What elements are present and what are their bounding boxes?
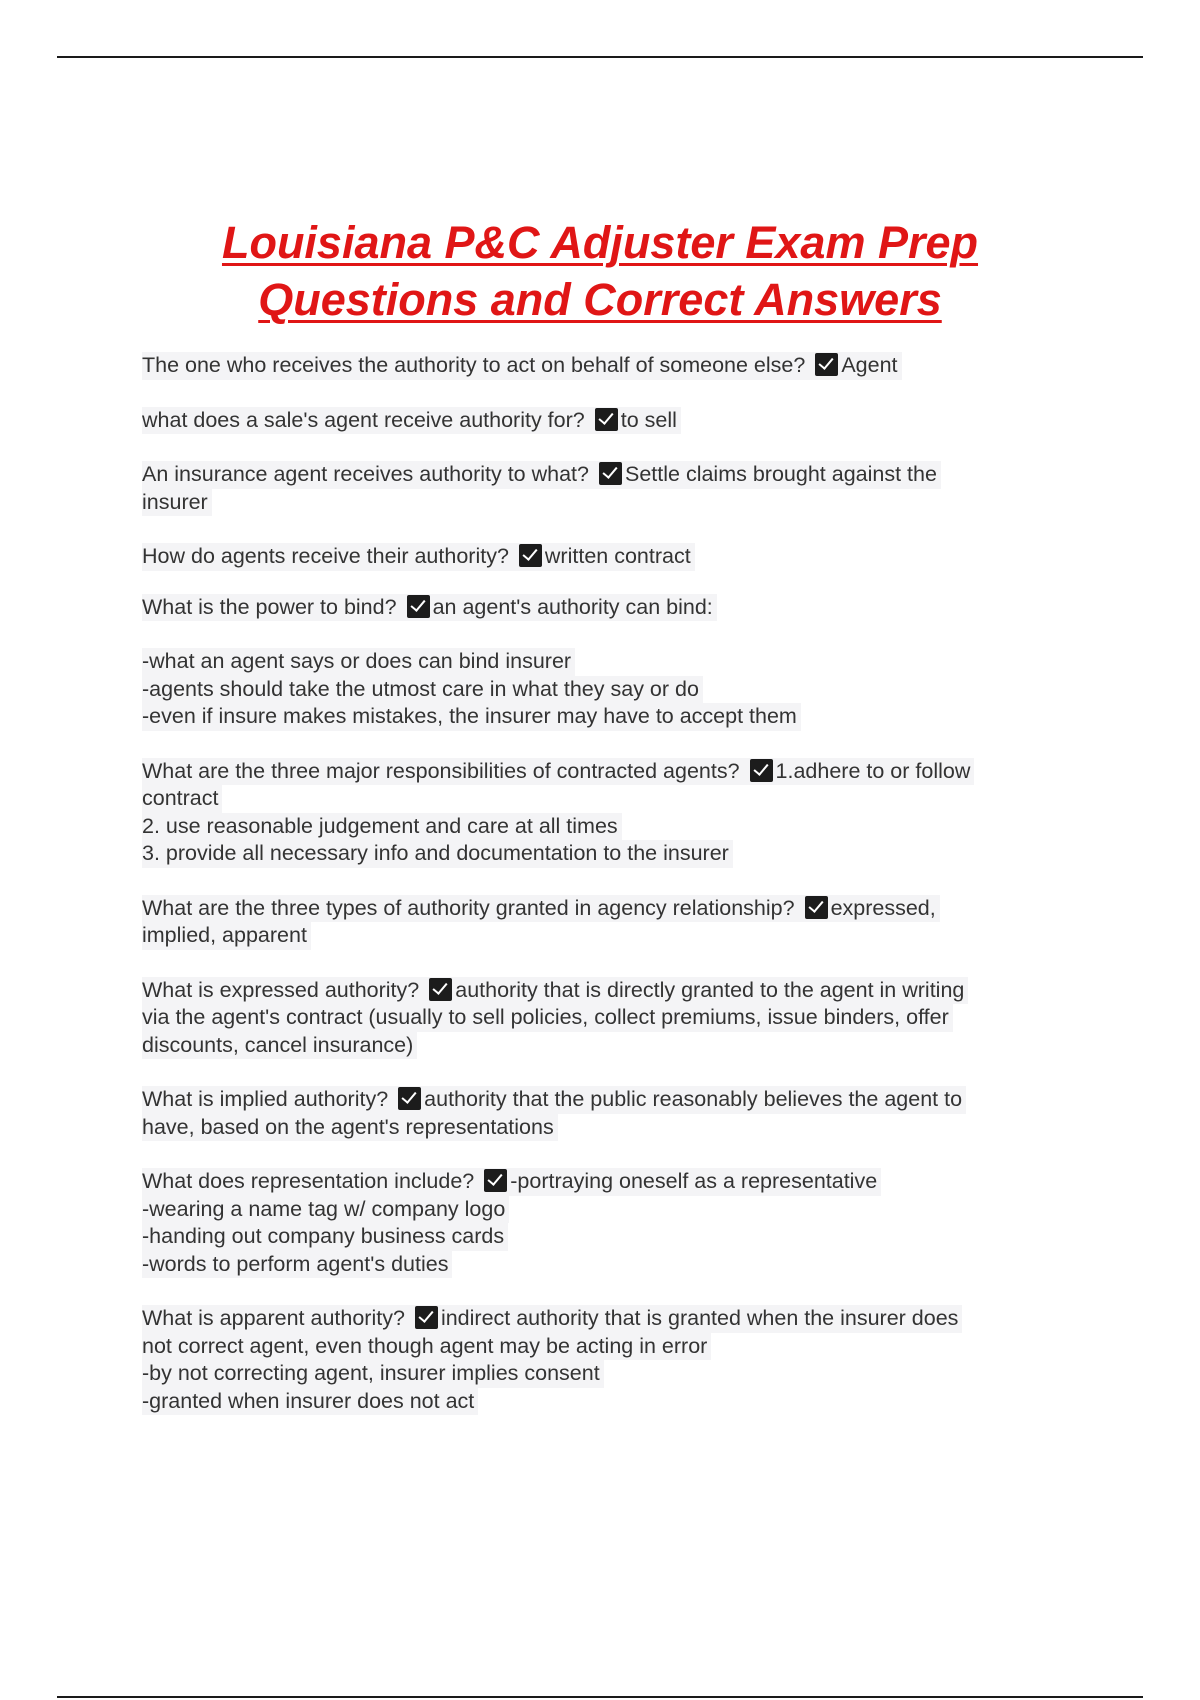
answer-continuation: implied, apparent (142, 922, 311, 950)
question-text: What is the power to bind? (142, 594, 397, 619)
answer-continuation: -handing out company business cards (142, 1223, 508, 1251)
list-line: -agents should take the utmost care in what they say or do (142, 676, 703, 704)
qa-line (142, 352, 902, 380)
checkmark-box-icon (750, 759, 773, 782)
answer-continuation: -by not correcting agent, insurer implies consent (142, 1360, 604, 1388)
checkmark-box-icon (398, 1087, 421, 1110)
checkmark-box-icon (595, 408, 618, 431)
qa-item (142, 1168, 1062, 1278)
answer-continuation: not correct agent, even though agent may be acting in error (142, 1333, 711, 1361)
qa-item (142, 594, 1062, 622)
document-title (0, 214, 1200, 328)
answer-continuation: insurer (142, 489, 212, 517)
answer-continuation: 2. use reasonable judgement and care at all times (142, 813, 622, 841)
answer-continuation: 3. provide all necessary info and documentation to the insurer (142, 840, 733, 868)
answer-text: Agent (841, 353, 898, 377)
answer-continuation: via the agent's contract (usually to sell policies, collect premiums, issue binders, offer (142, 1004, 953, 1032)
qa-list (142, 352, 1062, 1415)
qa-item (142, 1305, 1062, 1415)
qa-line (142, 977, 968, 1005)
title-line-1: Louisiana P&C Adjuster Exam Prep (221, 217, 979, 268)
question-text: What is implied authority? (142, 1087, 389, 1111)
checkmark-box-icon (484, 1169, 507, 1192)
qa-item (142, 895, 1062, 950)
answer-text: to sell (620, 407, 677, 432)
qa-line (142, 543, 695, 571)
answer-continuation: contract (142, 785, 222, 813)
checkmark-box-icon (815, 353, 838, 376)
question-text: What is expressed authority? (142, 977, 420, 1002)
answer-continuation: have, based on the agent's representations (142, 1114, 558, 1142)
answer-continuation: -granted when insurer does not act (142, 1388, 478, 1416)
answer-text: expressed, (830, 895, 936, 920)
question-text: What are the three types of authority granted in agency relationship? (142, 895, 795, 920)
checkmark-box-icon (599, 462, 622, 485)
answer-continuation: -wearing a name tag w/ company logo (142, 1196, 509, 1224)
qa-item (142, 407, 1062, 435)
qa-line (142, 407, 681, 435)
qa-line (142, 895, 940, 923)
answer-text: authority that is directly granted to the agent in writing (455, 977, 965, 1002)
question-text: What does representation include? (142, 1169, 475, 1193)
answer-text: -portraying oneself as a representative (510, 1169, 878, 1193)
qa-item (142, 461, 1062, 516)
checkmark-box-icon (519, 544, 542, 567)
title-line-2: Questions and Correct Answers (258, 274, 942, 325)
qa-item (142, 977, 1062, 1060)
answer-continuation: -words to perform agent's duties (142, 1251, 452, 1279)
question-text: What is apparent authority? (142, 1306, 405, 1330)
qa-item (142, 1086, 1062, 1141)
answer-text: authority that the public reasonably believes the agent to (424, 1087, 963, 1111)
checkmark-box-icon (407, 595, 430, 618)
question-text: The one who receives the authority to act on behalf of someone else? (142, 353, 806, 377)
list-line: -what an agent says or does can bind insurer (142, 648, 575, 676)
qa-line (142, 1305, 962, 1333)
answer-text: Settle claims brought against the (625, 462, 937, 486)
answer-text: indirect authority that is granted when the insurer does (440, 1306, 959, 1330)
answer-text: 1.adhere to or follow (775, 758, 971, 783)
qa-item (142, 648, 1062, 731)
qa-line (142, 461, 941, 489)
qa-line (142, 1086, 966, 1114)
list-line: -even if insure makes mistakes, the insurer may have to accept them (142, 703, 801, 731)
top-rule (57, 56, 1143, 58)
checkmark-box-icon (805, 896, 828, 919)
question-text: How do agents receive their authority? (142, 544, 509, 568)
qa-item (142, 543, 1062, 571)
qa-line (142, 758, 974, 786)
qa-line (142, 1168, 881, 1196)
checkmark-box-icon (429, 978, 452, 1001)
question-text: What are the three major responsibilities of contracted agents? (142, 758, 740, 783)
qa-line (142, 594, 717, 622)
qa-item (142, 758, 1062, 868)
answer-text: an agent's authority can bind: (432, 594, 713, 619)
question-text: An insurance agent receives authority to what? (142, 462, 589, 486)
bottom-rule (57, 1696, 1143, 1698)
question-text: what does a sale's agent receive authority for? (142, 407, 585, 432)
answer-continuation: discounts, cancel insurance) (142, 1032, 417, 1060)
qa-item (142, 352, 1062, 380)
checkmark-box-icon (415, 1306, 438, 1329)
answer-text: written contract (544, 544, 691, 568)
